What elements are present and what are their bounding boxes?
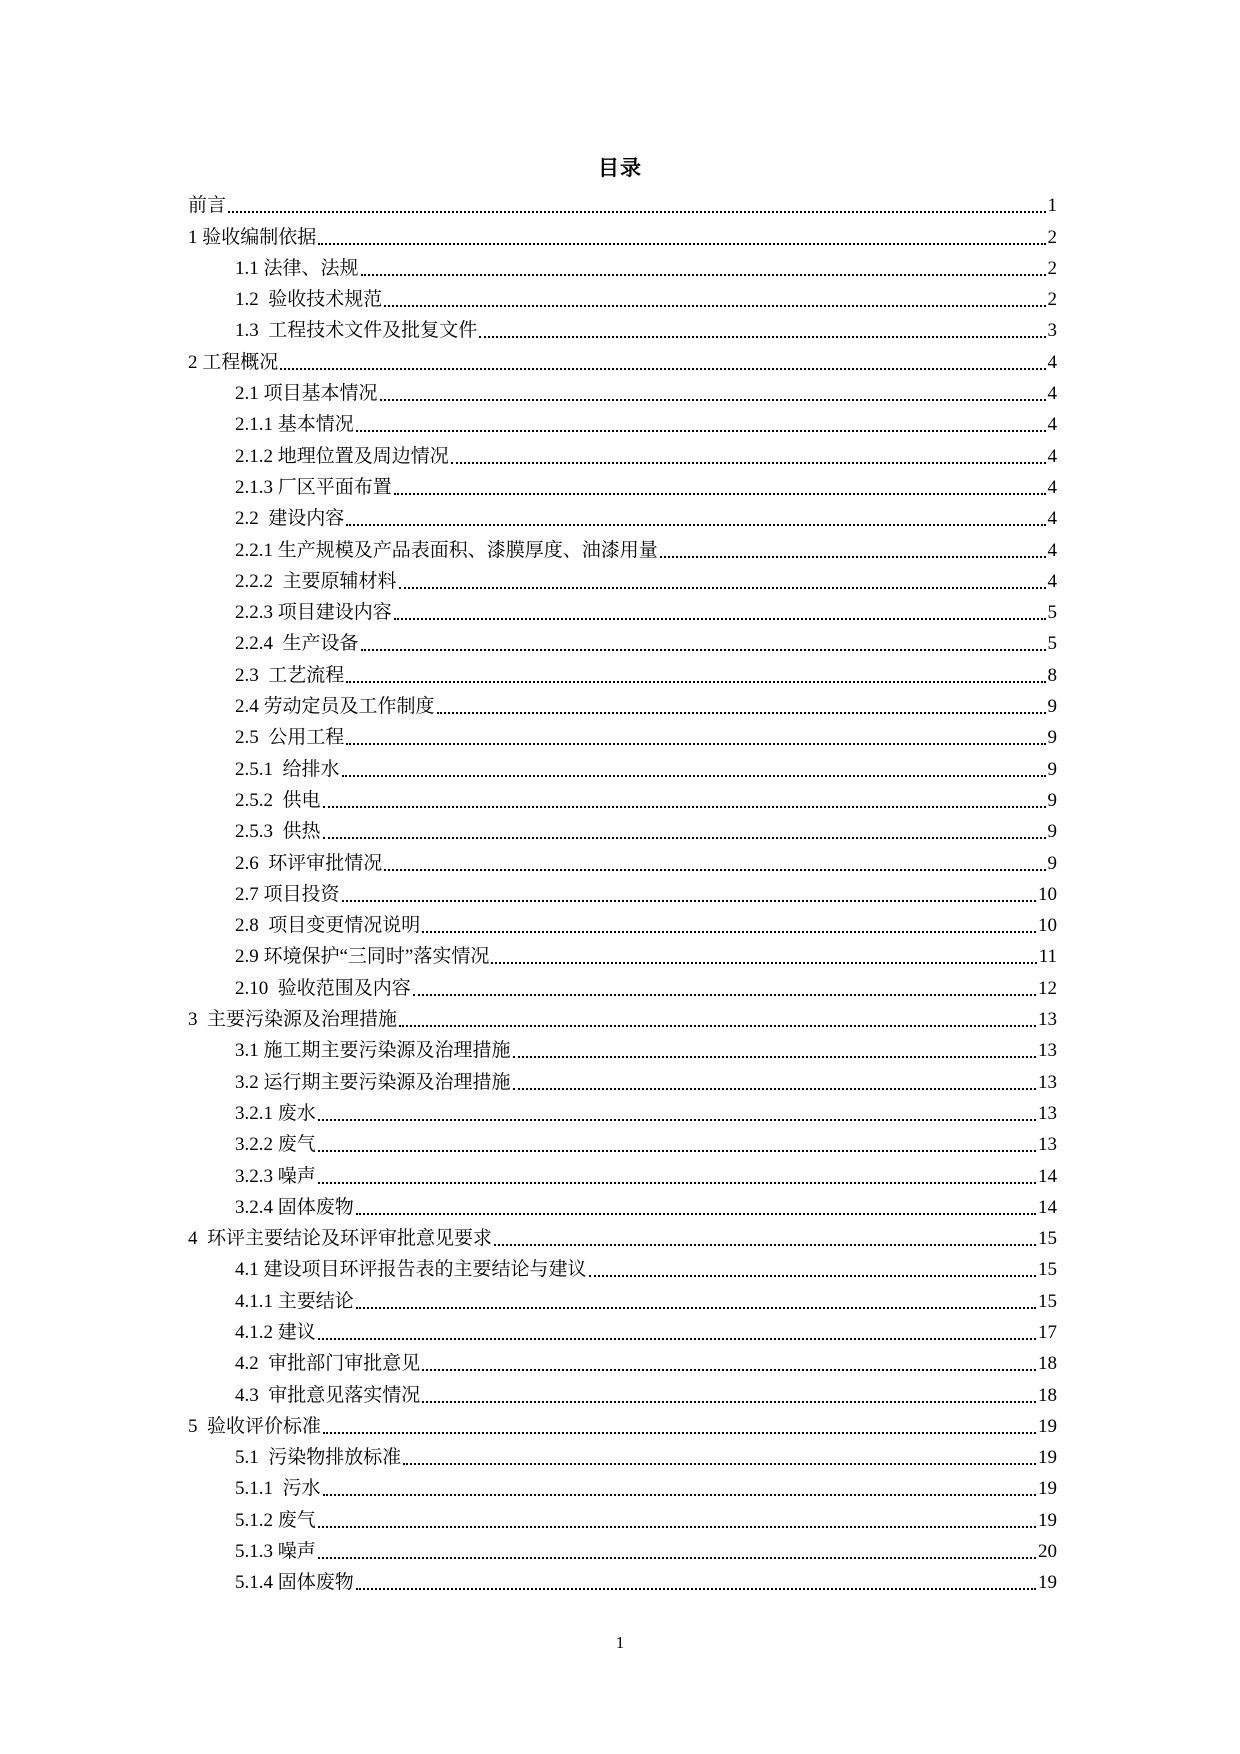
dot-leader xyxy=(589,1275,1036,1277)
toc-entry-page: 19 xyxy=(1038,1478,1057,1500)
dot-leader xyxy=(356,1213,1036,1215)
toc-entry[interactable] xyxy=(188,1031,1057,1062)
toc-entry-label: 2.2.1 生产规模及产品表面积、漆膜厚度、油漆用量 xyxy=(235,539,658,561)
dot-leader xyxy=(660,556,1046,558)
dot-leader xyxy=(513,1088,1036,1090)
toc-entry[interactable] xyxy=(188,1000,1057,1031)
toc-entry[interactable] xyxy=(188,1125,1057,1156)
toc-entry-label: 2.1.1 基本情况 xyxy=(235,414,354,436)
toc-entry[interactable] xyxy=(188,186,1057,217)
toc-entry-label: 5.1.1 污水 xyxy=(235,1478,321,1500)
toc-entry-label: 2.10 验收范围及内容 xyxy=(235,977,411,999)
toc-entry-label: 3.2.2 废气 xyxy=(235,1134,316,1156)
toc-entry-label: 5.1.4 固体废物 xyxy=(235,1572,354,1594)
dot-leader xyxy=(342,775,1046,777)
dot-leader xyxy=(323,806,1046,808)
toc-entry-label: 2.1.2 地理位置及周边情况 xyxy=(235,445,449,467)
page-number: 1 xyxy=(615,1633,625,1652)
toc-entry-label: 2.1.3 厂区平面布置 xyxy=(235,476,392,498)
toc-entry-page: 11 xyxy=(1038,946,1057,968)
dot-leader xyxy=(323,1432,1036,1434)
toc-entry-label: 2.2 建设内容 xyxy=(235,508,345,530)
toc-entry-page: 5 xyxy=(1047,602,1057,624)
dot-leader xyxy=(384,869,1045,871)
toc-entry-label: 2.6 环评审批情况 xyxy=(235,852,383,874)
dot-leader xyxy=(479,336,1045,338)
toc-entry-label: 2.5.1 给排水 xyxy=(235,758,340,780)
dot-leader xyxy=(318,1526,1036,1528)
toc-entry-label: 2.7 项目投资 xyxy=(235,883,340,905)
toc-entry-page: 14 xyxy=(1038,1165,1057,1187)
dot-leader xyxy=(280,368,1045,370)
toc-entry-page: 4 xyxy=(1047,383,1057,405)
dot-leader xyxy=(380,399,1046,401)
toc-entry[interactable] xyxy=(188,937,1057,968)
toc-entry-label: 4.1 建设项目环评报告表的主要结论与建议 xyxy=(235,1259,587,1281)
dot-leader xyxy=(346,743,1045,745)
dot-leader xyxy=(318,1557,1036,1559)
toc-entry[interactable] xyxy=(188,1281,1057,1312)
toc-entry-label: 1 验收编制依据 xyxy=(188,226,317,248)
toc-entry-page: 13 xyxy=(1038,1134,1057,1156)
dot-leader xyxy=(513,1056,1036,1058)
toc-entry-label: 2.5.2 供电 xyxy=(235,789,321,811)
toc-entry-page: 10 xyxy=(1038,915,1057,937)
dot-leader xyxy=(356,430,1046,432)
toc-entry[interactable] xyxy=(188,593,1057,624)
toc-entry-page: 1 xyxy=(1047,195,1057,217)
toc-entry-page: 9 xyxy=(1047,852,1057,874)
toc-entry[interactable] xyxy=(188,1375,1057,1406)
toc-entry-label: 3 主要污染源及治理措施 xyxy=(188,1009,398,1031)
toc-entry-label: 4.3 审批意见落实情况 xyxy=(235,1384,421,1406)
toc-entry[interactable] xyxy=(188,687,1057,718)
toc-entry-label: 3.2.4 固体废物 xyxy=(235,1196,354,1218)
toc-entry[interactable] xyxy=(188,1407,1057,1438)
toc-entry-page: 13 xyxy=(1038,1102,1057,1124)
toc-entry[interactable] xyxy=(188,1438,1057,1469)
toc-entry-label: 5 验收评价标准 xyxy=(188,1415,322,1437)
toc-entry-page: 4 xyxy=(1047,445,1057,467)
toc-entry-page: 9 xyxy=(1047,696,1057,718)
toc-entry-page: 13 xyxy=(1038,1040,1057,1062)
toc-entry-label: 2.9 环境保护“三同时”落实情况 xyxy=(235,946,490,968)
toc-entry-page: 10 xyxy=(1038,883,1057,905)
toc-title: 目录 xyxy=(598,156,642,180)
toc-entry-label: 2.1 项目基本情况 xyxy=(235,383,378,405)
dot-leader xyxy=(384,305,1045,307)
toc-entry[interactable] xyxy=(188,217,1057,248)
toc-entry[interactable] xyxy=(188,968,1057,999)
toc-entry-label: 5.1.3 噪声 xyxy=(235,1541,316,1563)
dot-leader xyxy=(323,1494,1036,1496)
toc-entry-label: 3.2 运行期主要污染源及治理措施 xyxy=(235,1071,511,1093)
toc-entry[interactable] xyxy=(188,781,1057,812)
toc-entry-label: 前言 xyxy=(188,195,227,217)
toc-entry[interactable] xyxy=(188,875,1057,906)
toc-entry-page: 2 xyxy=(1047,289,1057,311)
toc-entry[interactable] xyxy=(188,436,1057,467)
dot-leader xyxy=(422,1369,1036,1371)
toc-entry-label: 2 工程概况 xyxy=(188,351,279,373)
toc-entry-page: 19 xyxy=(1038,1572,1057,1594)
toc-entry-page: 4 xyxy=(1047,414,1057,436)
toc-entry[interactable] xyxy=(188,280,1057,311)
dot-leader xyxy=(403,1463,1036,1465)
dot-leader xyxy=(318,243,1045,245)
dot-leader xyxy=(437,712,1046,714)
toc-entry-page: 17 xyxy=(1038,1321,1057,1343)
toc-entry[interactable] xyxy=(188,749,1057,780)
dot-leader xyxy=(413,994,1036,996)
toc-entry[interactable] xyxy=(188,1094,1057,1125)
toc-entry[interactable] xyxy=(188,624,1057,655)
dot-leader xyxy=(494,1244,1036,1246)
toc-entry-page: 15 xyxy=(1038,1259,1057,1281)
dot-leader xyxy=(346,524,1045,526)
toc-entry-page: 13 xyxy=(1038,1009,1057,1031)
dot-leader xyxy=(342,900,1036,902)
toc-entry-page: 9 xyxy=(1047,821,1057,843)
toc-entry[interactable] xyxy=(188,342,1057,373)
dot-leader xyxy=(318,1182,1036,1184)
toc-entry[interactable] xyxy=(188,843,1057,874)
toc-entry[interactable] xyxy=(188,655,1057,686)
toc-entry[interactable] xyxy=(188,812,1057,843)
dot-leader xyxy=(318,1338,1036,1340)
toc-entry-page: 8 xyxy=(1047,664,1057,686)
toc-entry[interactable] xyxy=(188,1156,1057,1187)
toc-entry-label: 3.1 施工期主要污染源及治理措施 xyxy=(235,1040,511,1062)
dot-leader xyxy=(356,1307,1036,1309)
toc-entry-page: 19 xyxy=(1038,1447,1057,1469)
toc-entry[interactable] xyxy=(188,1344,1057,1375)
toc-entry[interactable] xyxy=(188,1469,1057,1500)
toc-entry[interactable] xyxy=(188,1188,1057,1219)
toc-entry-page: 18 xyxy=(1038,1384,1057,1406)
toc-entry-label: 3.2.1 废水 xyxy=(235,1102,316,1124)
dot-leader xyxy=(399,1025,1036,1027)
toc-entry-page: 15 xyxy=(1038,1290,1057,1312)
toc-entry[interactable] xyxy=(188,530,1057,561)
dot-leader xyxy=(361,649,1046,651)
dot-leader xyxy=(346,681,1045,683)
toc-entry-page: 4 xyxy=(1047,351,1057,373)
toc-entry[interactable] xyxy=(188,249,1057,280)
toc-entry[interactable] xyxy=(188,499,1057,530)
toc-entry[interactable] xyxy=(188,562,1057,593)
dot-leader xyxy=(399,587,1046,589)
toc-entry[interactable] xyxy=(188,374,1057,405)
toc-entry[interactable] xyxy=(188,405,1057,436)
toc-entry-page: 4 xyxy=(1047,539,1057,561)
toc-entry-page: 5 xyxy=(1047,633,1057,655)
dot-leader xyxy=(422,931,1036,933)
toc-entry-label: 2.5.3 供热 xyxy=(235,821,321,843)
toc-entry-page: 12 xyxy=(1038,977,1057,999)
dot-leader xyxy=(394,618,1046,620)
toc-entry-label: 4.1.1 主要结论 xyxy=(235,1290,354,1312)
dot-leader xyxy=(318,1119,1036,1121)
dot-leader xyxy=(422,1401,1036,1403)
toc-entry[interactable] xyxy=(188,1219,1057,1250)
toc-entry[interactable] xyxy=(188,311,1057,342)
toc-entry-label: 2.3 工艺流程 xyxy=(235,664,345,686)
dot-leader xyxy=(356,1588,1036,1590)
dot-leader xyxy=(361,274,1046,276)
table-of-contents xyxy=(188,186,1057,1594)
dot-leader xyxy=(394,493,1046,495)
toc-entry-page: 4 xyxy=(1047,508,1057,530)
toc-entry-page: 9 xyxy=(1047,727,1057,749)
toc-entry-label: 2.4 劳动定员及工作制度 xyxy=(235,696,435,718)
toc-entry[interactable] xyxy=(188,1062,1057,1093)
toc-entry[interactable] xyxy=(188,1313,1057,1344)
toc-entry-page: 2 xyxy=(1047,226,1057,248)
toc-entry-page: 20 xyxy=(1038,1541,1057,1563)
toc-entry-label: 4.2 审批部门审批意见 xyxy=(235,1353,421,1375)
toc-entry[interactable] xyxy=(188,468,1057,499)
dot-leader xyxy=(491,962,1036,964)
toc-entry-page: 4 xyxy=(1047,476,1057,498)
toc-entry-label: 2.8 项目变更情况说明 xyxy=(235,915,421,937)
toc-entry-page: 14 xyxy=(1038,1196,1057,1218)
toc-entry-page: 19 xyxy=(1038,1415,1057,1437)
toc-entry-page: 9 xyxy=(1047,789,1057,811)
dot-leader xyxy=(318,1150,1036,1152)
toc-entry-label: 3.2.3 噪声 xyxy=(235,1165,316,1187)
toc-entry[interactable] xyxy=(188,718,1057,749)
dot-leader xyxy=(228,211,1045,213)
toc-entry-label: 2.2.3 项目建设内容 xyxy=(235,602,392,624)
dot-leader xyxy=(451,462,1046,464)
toc-entry-page: 18 xyxy=(1038,1353,1057,1375)
toc-entry-page: 2 xyxy=(1047,257,1057,279)
toc-entry-page: 19 xyxy=(1038,1509,1057,1531)
toc-entry-label: 2.2.2 主要原辅材料 xyxy=(235,570,397,592)
toc-entry-label: 5.1.2 废气 xyxy=(235,1509,316,1531)
toc-entry[interactable] xyxy=(188,1563,1057,1594)
toc-entry[interactable] xyxy=(188,906,1057,937)
dot-leader xyxy=(323,837,1046,839)
toc-entry-label: 1.3 工程技术文件及批复文件 xyxy=(235,320,478,342)
toc-entry-label: 2.2.4 生产设备 xyxy=(235,633,359,655)
toc-entry[interactable] xyxy=(188,1250,1057,1281)
toc-entry-page: 3 xyxy=(1047,320,1057,342)
toc-entry-page: 4 xyxy=(1047,570,1057,592)
toc-entry-page: 13 xyxy=(1038,1071,1057,1093)
toc-entry-label: 4.1.2 建议 xyxy=(235,1321,316,1343)
toc-entry-page: 9 xyxy=(1047,758,1057,780)
toc-entry-label: 1.1 法律、法规 xyxy=(235,257,359,279)
toc-entry[interactable] xyxy=(188,1500,1057,1531)
toc-entry-page: 15 xyxy=(1038,1228,1057,1250)
toc-entry-label: 4 环评主要结论及环评审批意见要求 xyxy=(188,1228,493,1250)
toc-entry-label: 1.2 验收技术规范 xyxy=(235,289,383,311)
toc-entry-label: 5.1 污染物排放标准 xyxy=(235,1447,402,1469)
toc-entry-label: 2.5 公用工程 xyxy=(235,727,345,749)
toc-entry[interactable] xyxy=(188,1532,1057,1563)
